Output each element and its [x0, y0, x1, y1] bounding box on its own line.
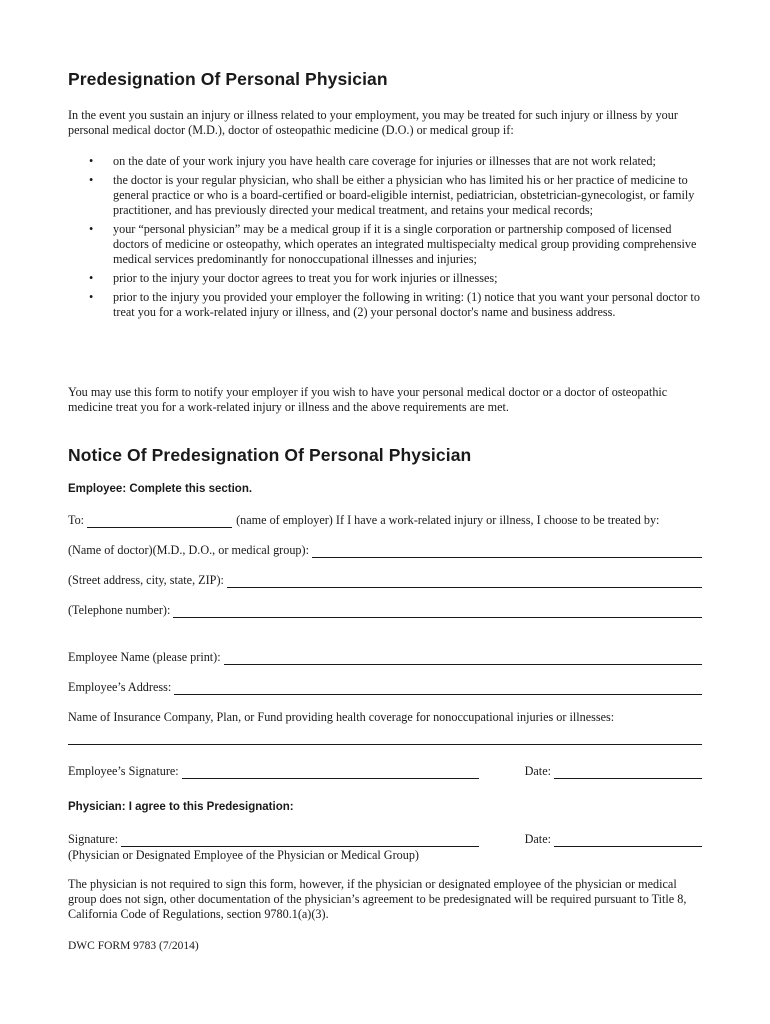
employer-name-field[interactable] [87, 516, 232, 528]
employee-address-row [68, 680, 702, 695]
employee-name-row [68, 650, 702, 665]
to-label: To: [68, 513, 85, 527]
physician-date-field[interactable] [554, 835, 702, 847]
intro-paragraph: In the event you sustain an injury or illness related to your employment, you may be treated for such injury or illness by your personal medical doctor (M.D.), doctor of osteopathic medicine (D.O.) or medical group if: [68, 108, 678, 137]
street-label: (Street address, city, state, ZIP): [68, 573, 224, 587]
employee-section-heading: Employee: Complete this section. [68, 483, 253, 495]
telephone-label: (Telephone number): [68, 603, 171, 617]
requirements-list [68, 154, 708, 324]
street-address-field[interactable] [227, 576, 702, 588]
bullet-icon: • [89, 154, 94, 168]
employee-date-field[interactable] [554, 767, 702, 779]
employee-signature-field[interactable] [182, 767, 479, 779]
to-suffix: (name of employer) If I have a work-related injury or illness, I choose to be treated by: [236, 513, 660, 527]
physician-note: (Physician or Designated Employee of the Physician or Medical Group) [68, 848, 419, 862]
physician-date-group [525, 832, 702, 847]
bullet-icon: • [89, 222, 94, 236]
physician-signature-row [68, 832, 702, 847]
list-item: • prior to the injury your doctor agrees to treat you for work injuries or illnesses; [89, 271, 498, 285]
list-item: • your “personal physician” may be a medical group if it is a single corporation or partnership composed of licensed doctors of medicine or osteopathy, which operates an integrated multispecialty medical group providing comprehensive medical services predominantly for nonoccupational illnesses and injuries; [89, 222, 697, 266]
bullet-icon: • [89, 271, 94, 285]
to-row [68, 513, 702, 528]
list-item: • on the date of your work injury you have health care coverage for injuries or illnesses that are not work related; [89, 154, 656, 168]
employee-name-label: Employee Name (please print): [68, 650, 221, 664]
form-number: DWC FORM 9783 (7/2014) [68, 940, 199, 952]
insurance-label: Name of Insurance Company, Plan, or Fund providing health coverage for nonoccupational injuries or illnesses: [68, 710, 615, 724]
insurance-field[interactable] [68, 744, 702, 745]
physician-section-heading: Physician: I agree to this Predesignation: [68, 801, 294, 813]
doctor-label: (Name of doctor)(M.D., D.O., or medical group): [68, 543, 309, 557]
insurance-row [68, 710, 702, 725]
footnote-paragraph: The physician is not required to sign this form, however, if the physician or designated employee of the physician or medical group does not sign, other documentation of the physician’s agreement to be predesignated will be required pursuant to Title 8, California Code of Regulations, section 9780.1(a)(3). [68, 877, 687, 921]
page-title: Predesignation Of Personal Physician [68, 69, 388, 89]
doctor-name-field[interactable] [312, 546, 702, 558]
physician-signature-label: Signature: [68, 832, 119, 846]
list-item: • the doctor is your regular physician, who shall be either a physician who has limited his or her practice of medicine to general practice or who is a board-certified or board-eligible internist, pediatrician, obstetrician-gynecologist, or family practitioner, and has previously directed your medical treatment, and retains your medical records; [89, 173, 695, 217]
employee-address-label: Employee’s Address: [68, 680, 172, 694]
employee-signature-row [68, 764, 702, 779]
employee-date-label: Date: [524, 764, 551, 778]
telephone-row [68, 603, 702, 618]
bullet-icon: • [89, 173, 94, 187]
closing-paragraph: You may use this form to notify your employer if you wish to have your personal medical doctor or a doctor of osteopathic medicine treat you for a work-related injury or illness and the above requirements are met. [68, 385, 668, 414]
employee-date-group [525, 764, 702, 779]
employee-signature-label: Employee’s Signature: [68, 764, 179, 778]
employee-name-field[interactable] [224, 653, 702, 665]
physician-date-label: Date: [524, 832, 551, 846]
telephone-field[interactable] [173, 606, 702, 618]
physician-signature-field[interactable] [121, 835, 478, 847]
bullet-icon: • [89, 290, 94, 304]
section-title: Notice Of Predesignation Of Personal Physician [68, 445, 472, 465]
street-row [68, 573, 702, 588]
list-item: • prior to the injury you provided your employer the following in writing: (1) notice that you want your personal doctor to treat you for a work-related injury or illness, and (2) your personal doctor's name and business address. [89, 290, 700, 319]
doctor-row [68, 543, 702, 558]
employee-address-field[interactable] [174, 683, 702, 695]
